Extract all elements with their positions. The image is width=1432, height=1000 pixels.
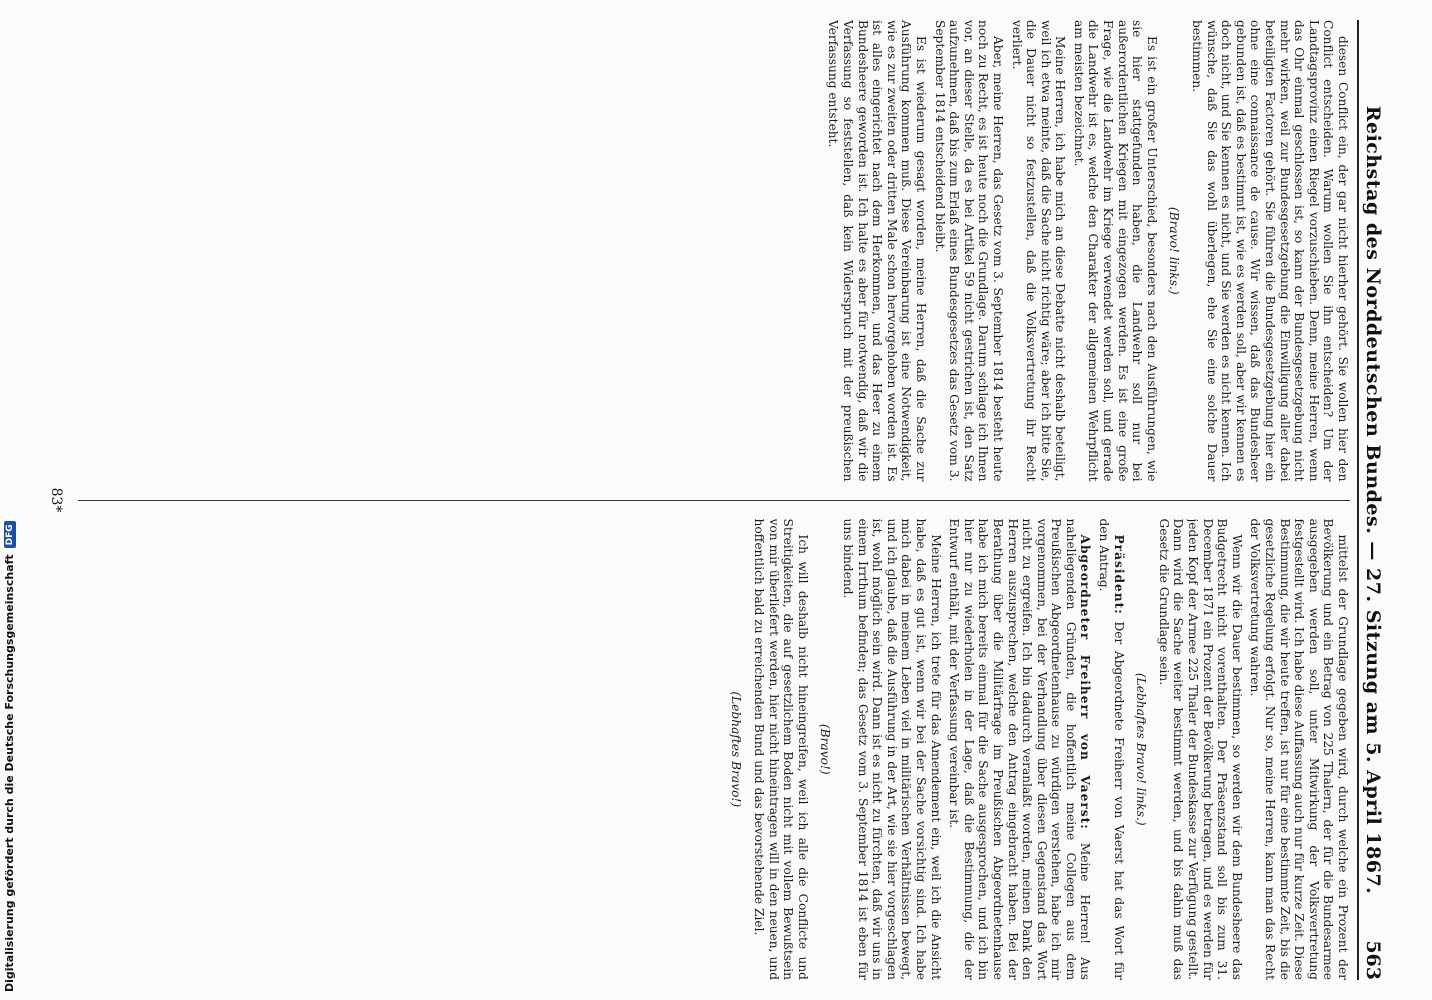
- right-paragraph-2: Wenn wir die Dauer bestimmen, so werden wir dem Bundesheere das Budgetrecht nicht vorenthalten. Der Präsenzstand soll bis zum 31. December 1871 ein Prozent der Bevölkerung betragen, und es werden für jeden Kopf der Armee 225 Thaler der Bundeskasse zur Verfügung gestellt. Dann wird die Sache weiter bestimmt werden, und bis dahin muß das Gesetz die Grundlage sein.: [1156, 518, 1244, 980]
- dfg-logo-icon: DFG: [4, 521, 16, 548]
- right-paragraph-3: [1097, 519, 1126, 981]
- page-header: [1357, 20, 1396, 980]
- speaker-name: Abgeordneter Freiherr von Vaerst:: [1078, 534, 1093, 830]
- left-paragraph-4: Aber, meine Herren, das Gesetz vom 3. September 1814 besteht heute noch zu Recht, es ist heute noch die Grundlage. Darum schlage ich Ihnen vor, an dieser Stelle, da es bei Artikel 59 nicht gestrichen ist, den Satz aufzunehmen, daß bis zum Erlaß eines Bundesgesetzes das Gesetz vom 3. September 1814 entscheidend bleibt.: [932, 20, 1005, 482]
- left-paragraph-2: Es ist ein großer Unterschied, besonders nach den Ausführungen, wie sie hier stattgefunden haben, die Landwehr soll nur bei außerordentlichen Kriegen mit eingezogen werden. Es ist eine große Frage, wie die Landwehr im Kriege verwendet werden soll, und gerade die Landwehr ist es, welche den Charakter der allgemeinen Wehrpflicht am meisten bezeichnet.: [1071, 20, 1159, 482]
- sheet-mark: 83*: [48, 487, 64, 513]
- stage-direction: (Lebhaftes Bravo!): [729, 691, 744, 808]
- right-paragraph-1: mittelst der Grundlage gegeben wird, durch welche ein Prozent der Bevölkerung und ein Betrag von 225 Thalern, der für die Bundesarmee ausgegeben werden soll, unter Mitwirkung der Volksvertretung festgestellt wird. Ich habe diese Auffassung auch nur für kurze Zeit. Diese Bestimmung, die wir heute treffen, ist nur für eine bestimmte Zeit, bis die gesetzliche Regelung erfolgt. Nur so, meine Herren, kann man das Recht der Volksvertretung wahren.: [1248, 518, 1350, 980]
- stage-direction: (Bravo! links.): [1167, 206, 1182, 295]
- column-divider: [78, 500, 1350, 501]
- right-paragraph-4: [947, 519, 1093, 981]
- left-paragraph-3: Meine Herren, ich habe mich an diese Debatte nicht deshalb beteiligt, weil ich etwa meinte, daß die Sache nicht richtig wäre; aber ich bitte Sie, die Dauer nicht so festzustellen, daß die Volksvertretung ihr Recht verliert.: [1009, 20, 1068, 482]
- right-paragraph-5: Meine Herren, ich trete für das Amendement ein, weil ich die Ansicht habe, daß es gut ist, wenn wir bei der Sache vorsichtig sind. Ich habe mich dabei in meinem Leben viel in militärischen Verhältnissen bewegt, und ich glaube, daß die Ausführung in der Art, wie sie hier vorgeschlagen ist, wohl möglich sein wird. Dann ist es nicht zu fürchten, daß wir uns in einem Irrthum befinden; das Gesetz vom 3. September 1814 ist eben für uns bindend.: [841, 518, 943, 980]
- right-paragraph-6: Ich will deshalb nicht hineingreifen, weil ich alle die Conflicte und Streitigkeiten, die auf gesetzlichem Boden nicht mit vollem Bewußtsein von mir überliefert werden, hier nicht hineintragen will in den neuen, und hoffentlich bald zu erreichenden Bund und das bevorstehende Ziel.: [752, 518, 810, 980]
- page-title: Reichstag des Norddeutschen Bundes. — 27. Sitzung am 5. April 1867.: [1362, 105, 1384, 895]
- speaker-name: Präsident:: [1111, 534, 1126, 615]
- stage-direction: (Bravo!): [818, 723, 833, 775]
- text-columns: [78, 20, 1350, 980]
- page-number: 563: [1362, 940, 1384, 980]
- speech-text: Meine Herren! Aus naheliegenden Gründen, die hoffentlich meine Collegen aus dem Preußischen Abgeordnetenhause zu würdigen verstehen, habe ich mir vorgenommen, bei der Verhandlung über diesen Gegenstand das Wort nicht zu ergreifen. Ich bin dadurch veranlaßt worden, meinen Dank den Herren auszusprechen, welche den Antrag eingebracht haben. Bei der Berathung über die Militärfrage im Preußischen Abgeordnetenhause habe ich mich bereits einmal für die Sache ausgesprochen, und ich bin hier nur zu wiederholen in der Lage, daß die Bestimmung, die der Entwurf enthält, mit der Verfassung vereinbar ist.: [947, 518, 1093, 980]
- rotated-document: [8, 0, 1408, 1000]
- left-paragraph-5: Es ist wiederum gesagt worden, meine Herren, daß die Sache zur Ausführung kommen muß. Diese Vereinbarung ist eine Notwendigkeit, wie es zur zweiten oder dritten Male schon hervorgehoben worden ist. Es ist alles eingerichtet nach dem Herkommen, und das Heer zu einem Bundesheere geworden ist. Ich halte es aber für notwendig, daß wir die Verfassung so feststellen, daß kein Widerspruch mit der preußischen Verfassung entsteht.: [826, 20, 928, 482]
- right-column: [78, 519, 1350, 981]
- speech-text: Der Abgeordnete Freiherr von Vaerst hat das Wort für den Antrag.: [1097, 518, 1126, 980]
- document-body: [8, 0, 1408, 1000]
- stage-direction: (Lebhaftes Bravo! links.): [1134, 672, 1149, 826]
- digitization-credit: [0, 0, 18, 1000]
- left-column: [78, 20, 1350, 482]
- credit-text: Digitalisierung gefördert durch die Deutsche Forschungsgemeinschaft: [3, 554, 16, 992]
- left-paragraph-1: diesen Conflict ein, der gar nicht hierher gehört. Sie wollen hier den Conflict entscheiden. Warum wollen Sie ihn entscheiden? Um der Landtagsprovinz einen Riegel vorzuschieben. Denn, meine Herren, wenn das Ohr einmal geschlossen ist, so kann der Bundesgesetzgebung nicht mehr wirken, weil zur Bundesgesetzgebung die Einwilligung aller dabei beteiligten Factoren gehört. Sie führen die Bundesgesetzgebung hier ein ohne eine connaissance de cause. Wir wissen, daß das Bundesheer gebunden ist, daß es bestimmt ist, wie es werden soll, aber wir kennen es doch nicht, und Sie kennen es nicht, und Sie werden es nicht kennen. Ich wünsche, daß Sie das wohl überlegen, ehe Sie eine solche Dauer bestimmen.: [1190, 20, 1350, 482]
